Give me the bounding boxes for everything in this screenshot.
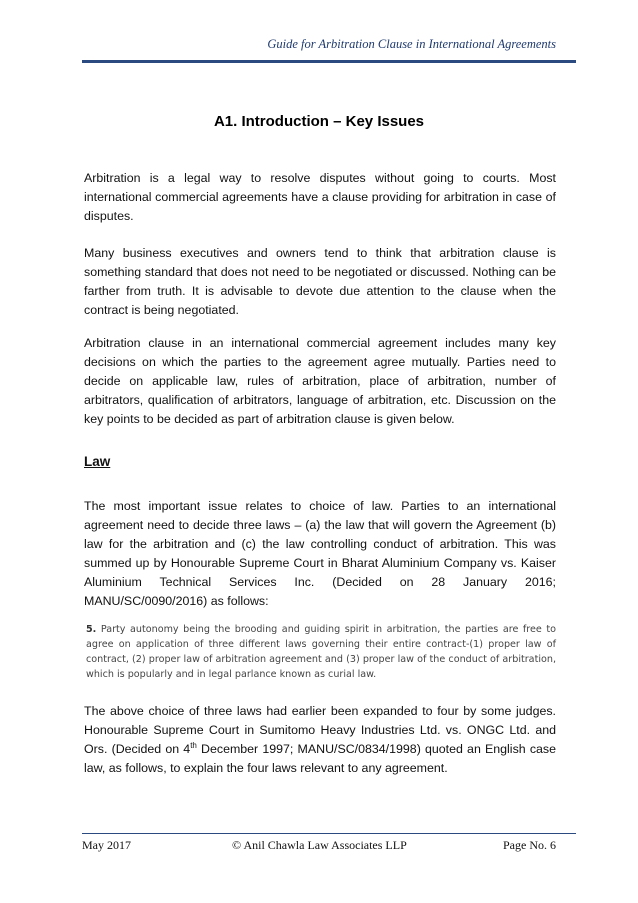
header-divider [82, 60, 576, 63]
law-heading: Law [84, 454, 111, 469]
footer-date: May 2017 [82, 838, 131, 852]
paragraph-intro: Arbitration is a legal way to resolve disputes without going to courts. Most international commercial agreements have a clause providing for arbitration in case of disputes. [84, 171, 556, 223]
quoted-judgment-excerpt [86, 622, 556, 682]
p5-text-before: The above choice of three laws had earlier been expanded to four by some judges. Honourable Supreme Court in Sumitomo Heavy Industries Ltd. vs. ONGC Ltd. and Ors. (Decided on 4 [84, 704, 556, 756]
paragraph-executives: Many business executives and owners tend to think that arbitration clause is something standard that does not need to be negotiated or discussed. Nothing can be farther from truth. It is advisable to devote due attention to the clause when the contract is being negotiated. [84, 246, 556, 317]
footer-copyright: © Anil Chawla Law Associates LLP [232, 838, 407, 852]
footer-page-number: Page No. 6 [503, 838, 556, 852]
footer-divider [82, 833, 576, 834]
p5-text-after: December 1997; MANU/SC/0834/1998) quoted an English case law, as follows, to explain the four laws relevant to any agreement. [84, 742, 556, 775]
paragraph-key-decisions: Arbitration clause in an international commercial agreement includes many key decisions on which the parties to the agreement agree mutually. Parties need to decide on applicable law, rules of arbitration, place of arbitration, number of arbitrators, qualification of arbitrators, language of arbitration, etc. Discussion on the key points to be decided as part of arbitration clause is given below. [84, 336, 556, 426]
running-header: Guide for Arbitration Clause in International Agreements [267, 37, 556, 51]
ordinal-superscript: th [190, 740, 197, 750]
quote-number: 5. [86, 624, 97, 635]
paragraph-choice-of-law: The most important issue relates to choice of law. Parties to an international agreement need to decide three laws – (a) the law that will govern the Agreement (b) law for the arbitration and (c) the law controlling conduct of arbitration. This was summed up by Honourable Supreme Court in Bharat Aluminium Company vs. Kaiser Aluminium Technical Services Inc. (Decided on 28 January 2016; MANU/SC/0090/2016) as follows: [84, 499, 556, 608]
paragraph-four-laws [84, 702, 556, 778]
quote-text: Party autonomy being the brooding and guiding spirit in arbitration, the parties are free to agree on application of three different laws governing their entire contract-(1) proper law of contract, (2) proper law of arbitration agreement and (3) proper law of the conduct of arbitration, which is popularly and in legal parlance known as curial law. [86, 624, 556, 680]
section-title: A1. Introduction – Key Issues [213, 113, 425, 130]
